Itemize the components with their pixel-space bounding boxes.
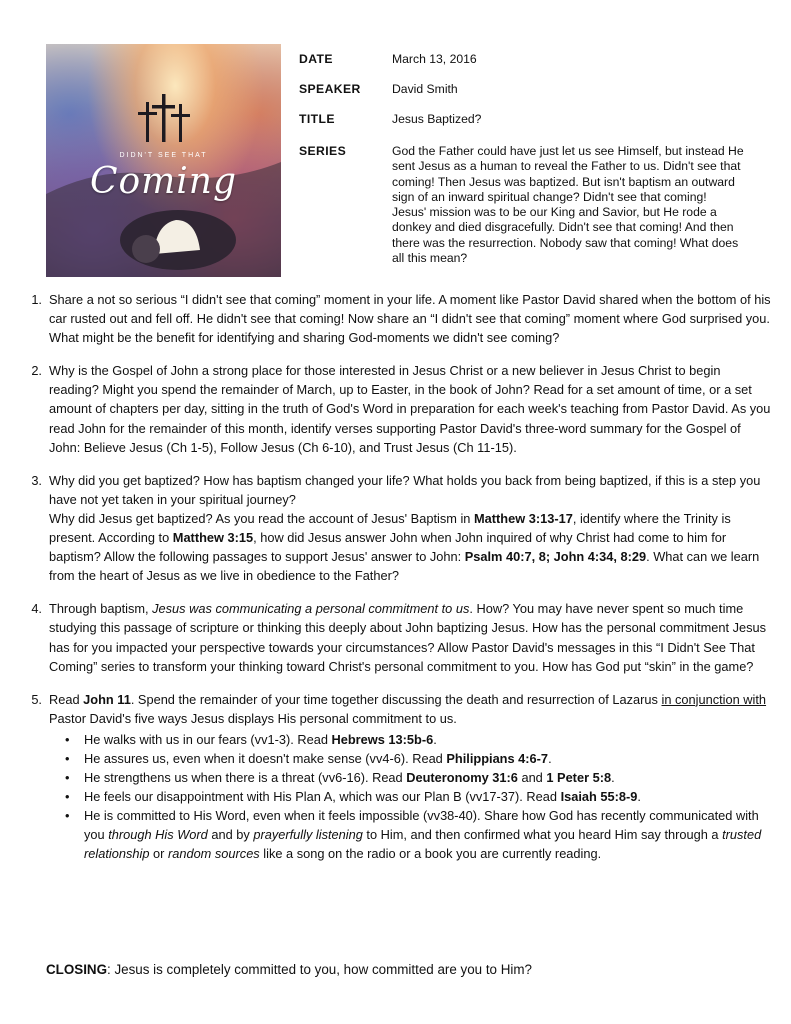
- question-2: [20, 361, 772, 456]
- underlined-text: in conjunction with: [661, 691, 767, 707]
- question-text: Read John 11. Spend the remainder of your time together discussing the death and resurrection of Lazarus in conjunction with Pastor David's five ways Jesus displays His personal commitment to us.: [49, 691, 767, 726]
- speaker-value: David Smith: [392, 82, 458, 96]
- emphasis-text: Jesus was communicating a personal commitment to us: [152, 601, 470, 617]
- question-number: 1.: [31, 292, 42, 307]
- question-3: [20, 471, 772, 586]
- graphic-subtitle: DIDN'T SEE THAT: [119, 152, 208, 159]
- question-text: Why is the Gospel of John a strong place for those interested in Jesus Christ or a new believer in Jesus Christ to begin reading? Might you spend the remainder of March, up to Easter, in the book of John? Read for a set amount of time, or a set amount of chapters per day, sitting in the truth of God's Word in preparation for each week's teaching from Pastor David. As you read John for the remainder of this month, identify verses supporting Pastor David's three-word summary for the Gospel of John: Believe Jesus (Ch 1-5), Follow Jesus (Ch 6-10), and Trust Jesus (Ch 11-15).: [49, 363, 771, 455]
- scripture-ref: Matthew 3:13-17: [473, 510, 573, 526]
- speaker-label: SPEAKER: [299, 82, 361, 96]
- date-label: DATE: [299, 52, 333, 66]
- series-description: God the Father could have just let us see Himself, but instead He sent Jesus as a human to reveal the Father to us. Didn't see that coming! Then Jesus was baptized. But isn't baptism an outward sign of an inward spiritual change? Didn't see that coming! Jesus' mission was to be our King and Savior, but He rode a donkey and died disgracefully. Didn't see that coming! And then there was the resurrection. Nobody saw that coming! What does all this mean?: [392, 144, 744, 266]
- scripture-ref: John 11: [83, 691, 131, 707]
- closing-label: CLOSING: [46, 962, 108, 977]
- title-label: TITLE: [299, 112, 335, 126]
- question-text-continued: Why did Jesus get baptized? As you read the account of Jesus' Baptism in Matthew 3:13-17, identify where the Trinity is present. According to Matthew 3:15, how did Jesus answer John when John inquired of why Christ had come to him for baptism? Allow the following passages to support Jesus' answer to John: Psalm 40:7, 8; John 4:34, 8:29. What can we learn from the heart of Jesus as we live in obedience to the Father?: [49, 510, 760, 584]
- closing-text: : Jesus is completely committed to you, how committed are you to Him?: [107, 962, 532, 977]
- emphasis-text: through His Word: [108, 827, 208, 843]
- question-5: [20, 690, 772, 864]
- closing-statement: [46, 962, 532, 977]
- scripture-ref: Deuteronomy 31:6: [406, 770, 518, 786]
- question-text: Share a not so serious “I didn't see that coming” moment in your life. A moment like Pastor David shared when the bottom of his car rusted out and fell off. He didn't see that coming! Now share an “I didn't see that coming” moment where God surprised you. What might be the benefit for identifying and sharing God-moments we didn't see coming?: [49, 292, 771, 346]
- sermon-series-graphic: [46, 44, 281, 277]
- question-number: 3.: [31, 472, 42, 488]
- question-number: 5.: [31, 691, 42, 707]
- series-label: SERIES: [299, 144, 347, 158]
- scripture-ref: Philippians 4:6-7: [446, 750, 549, 766]
- list-item: • He assures us, even when it doesn't make sense (vv4-6). Read Philippians 4:6-7.: [49, 749, 772, 768]
- three-crosses-icon: [138, 94, 190, 142]
- commitment-list: [49, 730, 772, 864]
- list-item: • He feels our disappointment with His Plan A, which was our Plan B (vv17-37). Read Isaiah 55:8-9.: [49, 787, 772, 806]
- discussion-questions: [20, 290, 772, 878]
- title-value: Jesus Baptized?: [392, 112, 482, 126]
- question-number: 2.: [31, 363, 42, 379]
- emphasis-text: random sources: [167, 846, 260, 862]
- question-text: Why did you get baptized? How has baptism changed your life? What holds you back from being baptized, if this is a step you have not yet taken in your spiritual journey?: [49, 472, 761, 507]
- emphasis-text: prayerfully listening: [253, 827, 363, 843]
- list-item: • He strengthens us when there is a threat (vv6-16). Read Deuteronomy 31:6 and 1 Peter 5:8.: [49, 768, 772, 787]
- scripture-ref: Isaiah 55:8-9: [560, 789, 638, 805]
- list-item: • He walks with us in our fears (vv1-3). Read Hebrews 13:5b-6.: [49, 730, 772, 749]
- list-item: • He is committed to His Word, even when it feels impossible (vv38-40). Share how God has recently communicated with you through His Word and by prayerfully listening to Him, and then confirmed what you heard Him say through a trusted relationship or random sources like a song on the radio or a book you are currently reading.: [49, 806, 772, 863]
- date-value: March 13, 2016: [392, 52, 477, 66]
- scripture-ref: Matthew 3:15: [172, 530, 254, 546]
- question-1: [20, 290, 772, 347]
- question-text: Through baptism, Jesus was communicating a personal commitment to us. How? You may have never spent so much time studying this passage of scripture or thinking this deeply about John baptizing Jesus. How has the personal commitment Jesus has for you impacted your perspective towards your circumstances? Allow Pastor David's messages in this “I Didn't See That Coming” series to transform your thinking toward Christ's personal commitment to you. How has God put “skin” in the game?: [49, 601, 767, 674]
- question-number: 4.: [31, 601, 42, 617]
- emphasis-text: trusted relationship: [84, 827, 762, 862]
- graphic-title: Coming: [89, 161, 238, 202]
- scripture-ref: Psalm 40:7, 8; John 4:34, 8:29: [464, 549, 647, 565]
- scripture-ref: 1 Peter 5:8: [546, 770, 612, 786]
- scripture-ref: Hebrews 13:5b-6: [331, 731, 434, 747]
- question-4: [20, 599, 772, 675]
